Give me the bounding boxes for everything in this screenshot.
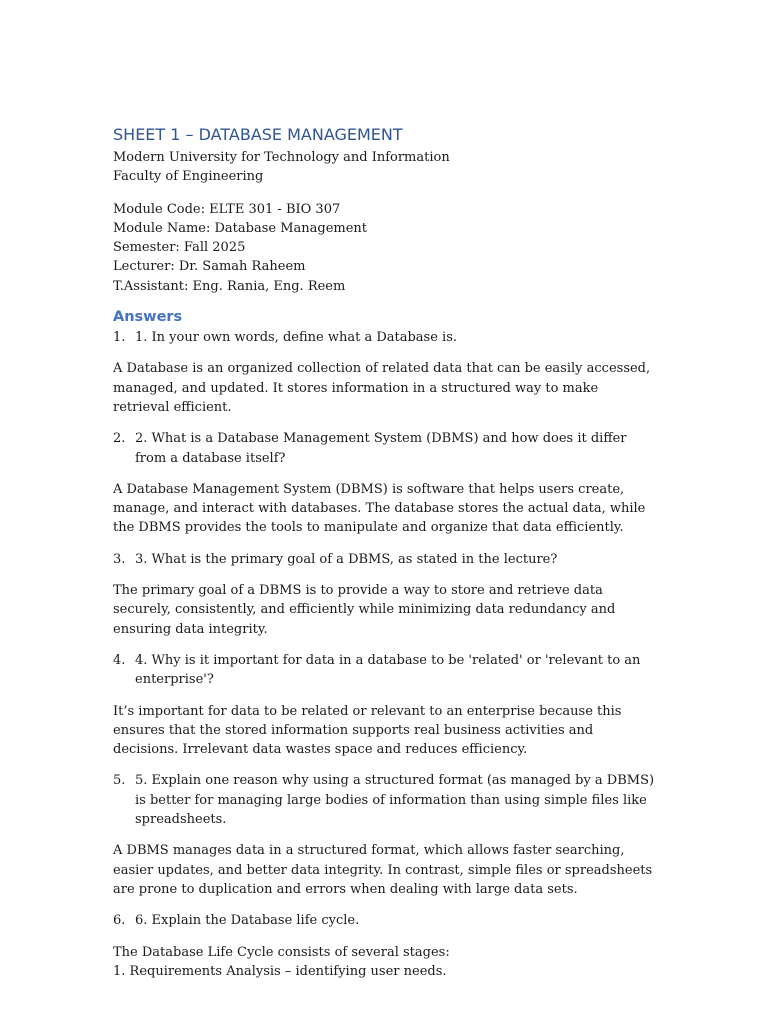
module-code: Module Code: ELTE 301 - BIO 307 <box>113 201 341 217</box>
lecturer: Lecturer: Dr. Samah Raheem <box>113 259 306 275</box>
question-3 <box>113 550 658 569</box>
question-5 <box>113 771 658 829</box>
question-text: 1. In your own words, define what a Database is. <box>135 330 458 346</box>
question-text: 3. What is the primary goal of a DBMS, as stated in the lecture? <box>135 551 558 567</box>
page-title: SHEET 1 – DATABASE MANAGEMENT <box>113 125 403 144</box>
question-number: 5. <box>113 773 126 789</box>
teaching-assistant: T.Assistant: Eng. Rania, Eng. Reem <box>113 278 346 294</box>
answer-1: A Database is an organized collection of related data that can be easily accessed, managed, and updated. It stores information in a structured way to make retrieval efficient. <box>113 361 651 415</box>
question-number: 1. <box>113 330 126 346</box>
faculty-name: Faculty of Engineering <box>113 169 264 185</box>
question-text: 4. Why is it important for data in a database to be 'related' or 'relevant to an enterprise'? <box>135 652 641 688</box>
question-1 <box>113 328 658 347</box>
question-number: 4. <box>113 652 126 668</box>
question-number: 3. <box>113 551 126 567</box>
answer-4: It’s important for data to be related or relevant to an enterprise because this ensures that the stored information supports real business activities and decisions. Irrelevant data wastes space and reduces efficiency. <box>113 703 622 758</box>
answers-heading: Answers <box>113 309 183 326</box>
lifecycle-list-item: 1. Requirements Analysis – identifying user needs. <box>113 963 447 979</box>
module-name: Module Name: Database Management <box>113 220 368 236</box>
university-name: Modern University for Technology and Information <box>113 150 450 165</box>
question-2 <box>113 429 658 468</box>
semester: Semester: Fall 2025 <box>113 240 246 256</box>
question-number: 6. <box>113 913 126 929</box>
question-text: 2. What is a Database Management System (DBMS) and how does it differ from a database itself? <box>135 431 627 466</box>
question-text: 6. Explain the Database life cycle. <box>135 913 360 929</box>
document-content <box>113 124 658 981</box>
answer-5: A DBMS manages data in a structured format, which allows faster searching, easier updates, and better data integrity. In contrast, simple files or spreadsheets are prone to duplication and errors when dealing with large data sets. <box>113 843 653 897</box>
answer-2: A Database Management System (DBMS) is software that helps users create, manage, and interact with databases. The database stores the actual data, while the DBMS provides the tools to manipulate and organize that data efficiently. <box>113 481 646 536</box>
question-4 <box>113 651 658 690</box>
answer-6: The Database Life Cycle consists of several stages: <box>113 944 450 960</box>
question-text: 5. Explain one reason why using a structured format (as managed by a DBMS) is better for managing large bodies of information than using simple files like spreadsheets. <box>135 773 655 828</box>
question-number: 2. <box>113 431 126 447</box>
question-6 <box>113 911 658 930</box>
answer-3: The primary goal of a DBMS is to provide a way to store and retrieve data securely, consistently, and efficiently while minimizing data redundancy and ensuring data integrity. <box>113 583 616 637</box>
